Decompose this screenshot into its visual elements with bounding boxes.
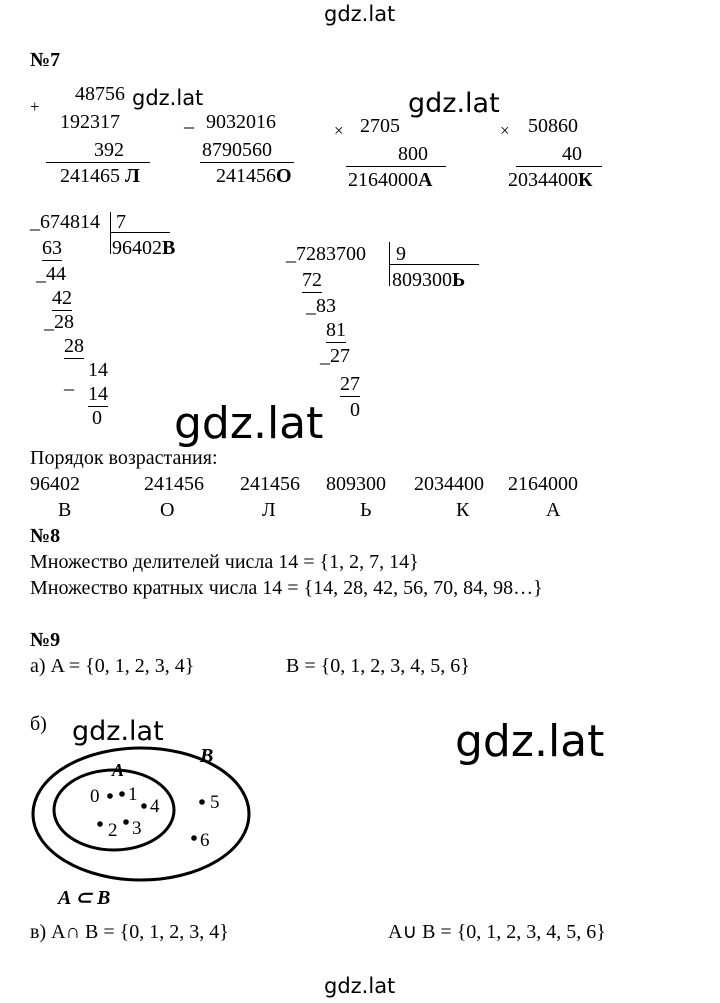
order-label: Порядок возрастания: [30,447,218,469]
order-letter-1: В [58,499,72,521]
order-value-4: 809300 [326,473,386,495]
point-1-label: 1 [128,784,138,805]
div1-step-6: 14 [88,359,108,381]
point-3 [123,819,129,825]
order-letter-5: К [456,499,470,521]
point-4-label: 4 [150,796,160,817]
task7-heading: №7 [30,49,61,71]
point-3-label: 3 [132,818,142,839]
order-value-5: 2034400 [414,473,484,495]
mul2-factor-1: 50860 [528,115,578,137]
add-sum-line [46,162,150,163]
watermark-small-1: gdz.lat [132,86,204,110]
order-value-3: 241456 [240,473,300,495]
watermark-medium-2: gdz.lat [72,716,164,747]
div1-remainder: 0 [92,407,102,429]
sub-result-line [200,162,294,163]
div1-step-2: _44 [36,263,66,285]
div2-divisor: 9 [396,243,406,265]
sub-minuend: 9032016 [206,111,276,133]
sub-subtrahend: 8790560 [202,139,272,161]
div2-divisor-line [389,264,479,265]
order-value-2: 241456 [144,473,204,495]
task8-divisors: Множество делителей числа 14 = {1, 2, 7, 14} [30,551,419,573]
add-term-1: 48756 [75,83,125,105]
div2-step-4: _27 [320,345,350,367]
mul1-result: 2164000А [348,169,433,191]
div2-quotient: 809300Ь [392,269,466,291]
task9-intersection: в) A∩ B = {0, 1, 2, 3, 4} [30,921,229,943]
set-b-label: B [200,745,214,767]
venn-diagram [28,740,254,910]
watermark-top: gdz.lat [324,2,396,26]
point-0-label: 0 [90,786,100,807]
order-letter-6: А [546,499,561,521]
order-letter-3: Л [262,499,276,521]
point-6-label: 6 [200,830,210,851]
div1-step-3: 42 [52,287,72,309]
add-term-3: 392 [94,139,124,161]
div1-divisor-line [110,232,170,233]
div2-dividend: _7283700 [286,243,366,265]
add-operator: + [30,97,40,116]
mul1-result-line [346,166,446,167]
mul1-factor-1: 2705 [360,115,400,137]
div1-step-1: 63 [42,237,62,259]
point-2 [97,821,103,827]
task8-multiples: Множество кратных числа 14 = {14, 28, 42, 56, 70, 84, 98…} [30,577,543,599]
point-4 [141,803,147,809]
mul2-result-line [516,166,602,167]
sub-operator: _ [184,109,194,131]
task9-union: A∪ B = {0, 1, 2, 3, 4, 5, 6} [388,921,606,943]
point-2-label: 2 [108,820,118,841]
div2-step-3: 81 [326,319,346,341]
order-value-1: 96402 [30,473,80,495]
div1-step-4: _28 [44,311,74,333]
add-sum: 241465 Л [60,165,140,187]
task9-set-b: B = {0, 1, 2, 3, 4, 5, 6} [286,655,470,677]
mul2-operator: × [500,121,510,140]
div1-vertical-bar [110,212,111,254]
sub-result: 241456О [216,165,292,187]
watermark-bottom: gdz.lat [324,974,396,998]
div2-step-1: 72 [302,269,322,291]
div1-step-7: 14 [88,383,108,405]
div1-dividend: _674814 [30,211,100,233]
point-5-label: 5 [210,792,220,813]
div2-step-2: _83 [306,295,336,317]
div1-divisor: 7 [116,211,126,233]
watermark-large-1: gdz.lat [174,398,324,449]
task8-heading: №8 [30,525,61,547]
mul1-factor-2: 800 [398,143,428,165]
task9-part-b-label: б) [30,713,47,735]
set-b-ellipse [33,748,249,880]
div1-step-5: 28 [64,335,84,357]
point-0 [107,793,113,799]
watermark-large-2: gdz.lat [455,716,605,767]
order-letter-2: О [160,499,175,521]
add-term-2: 192317 [60,111,120,133]
order-value-6: 2164000 [508,473,578,495]
point-1 [119,791,125,797]
watermark-medium-1: gdz.lat [408,88,500,119]
mul1-operator: × [334,121,344,140]
task9-set-a: а) A = {0, 1, 2, 3, 4} [30,655,195,677]
mul2-result: 2034400К [508,169,593,191]
mul2-factor-2: 40 [562,143,582,165]
subset-caption: A ⊂ B [58,887,111,909]
task9-heading: №9 [30,629,61,651]
div2-remainder: 0 [350,399,360,421]
div2-step-5: 27 [340,373,360,395]
div1-minus: _ [64,371,74,393]
order-letter-4: Ь [360,499,372,521]
set-a-label: A [112,760,125,780]
div1-quotient: 96402В [112,237,176,259]
point-6 [191,835,197,841]
point-5 [199,799,205,805]
